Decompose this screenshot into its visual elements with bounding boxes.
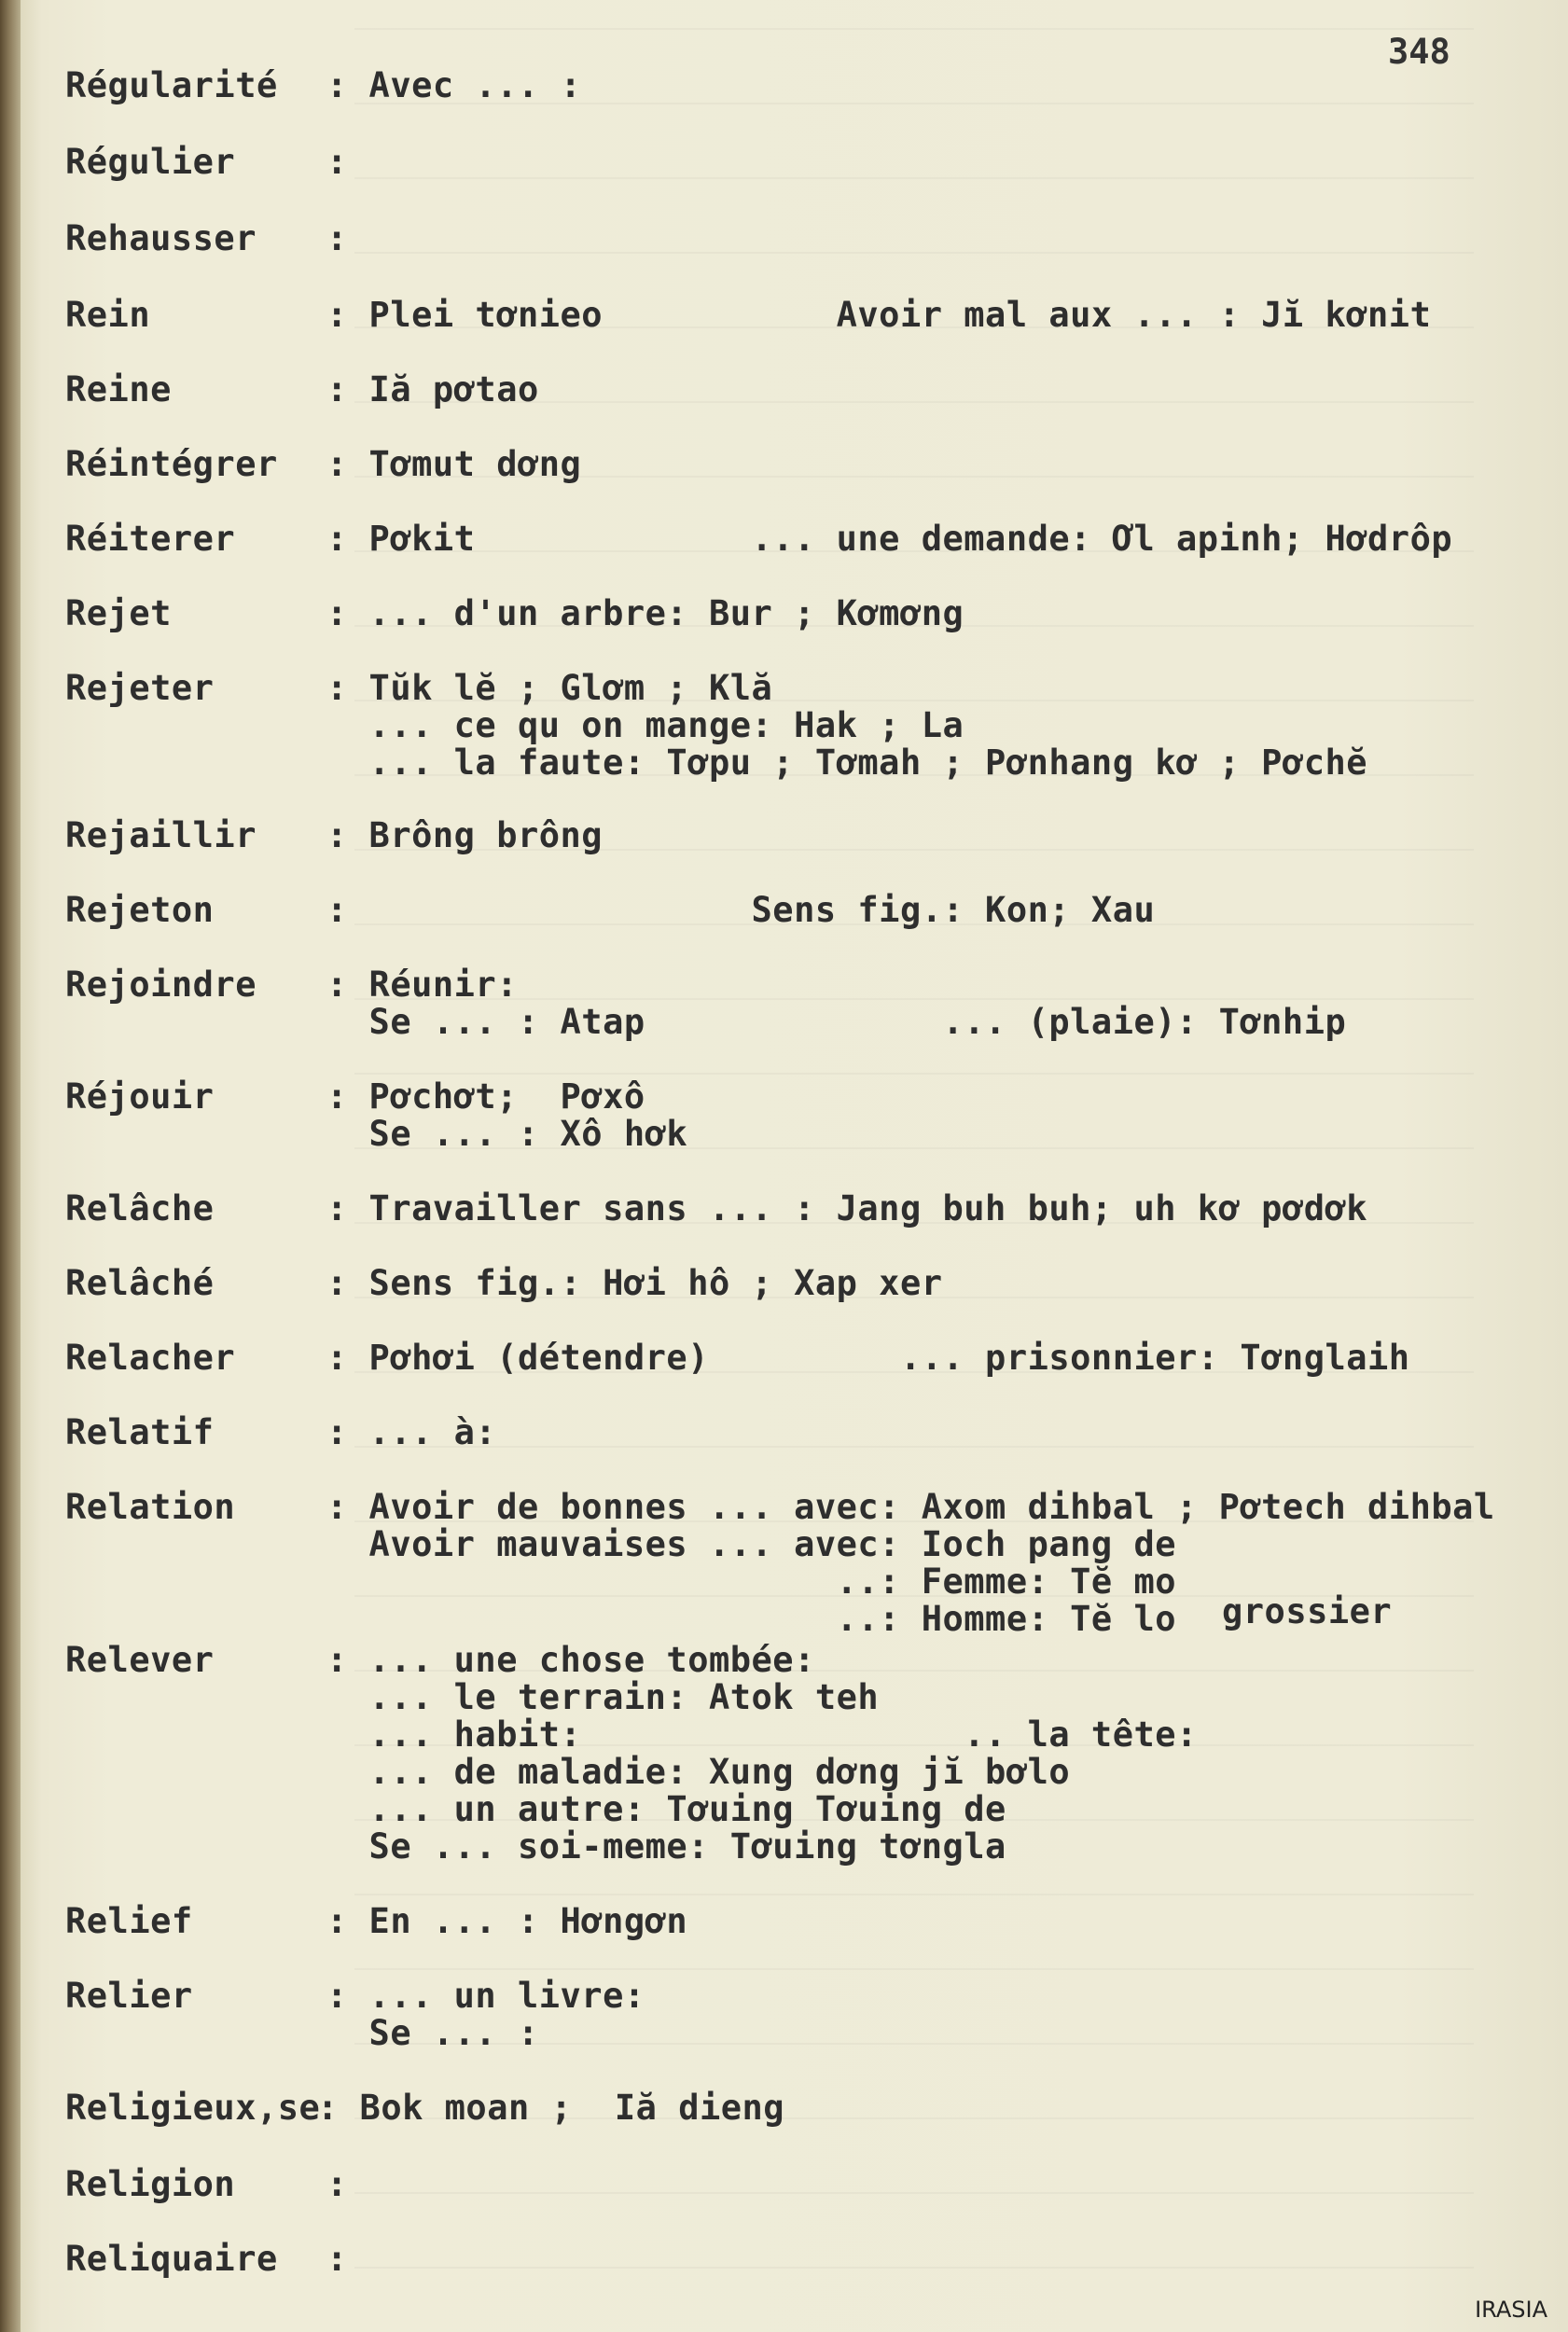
headword: Rejaillir (65, 815, 257, 855)
headword: Relation (65, 1487, 236, 1527)
definition-line: ... un autre: Tơuing Tơuing de (326, 1789, 1006, 1829)
definition-line: : En ... : Hơngơn (326, 1901, 688, 1941)
headword: Relatif (65, 1412, 215, 1452)
definition-line: Se ... : (326, 2013, 539, 2053)
headword: Régularité (65, 65, 278, 105)
headword: Réiterer (65, 519, 236, 559)
headword: Relever (65, 1640, 215, 1680)
headword: Relâché (65, 1263, 215, 1303)
definition-line: : (326, 142, 348, 182)
definition-line: ... la faute: Tơpu ; Tơmah ; Pơnhang kơ ; Pơchĕ (326, 743, 1368, 783)
definition-line: : ... d'un arbre: Bur ; Kơmơng (326, 593, 964, 633)
definition-line: ... le terrain: Atok teh (326, 1677, 880, 1717)
headword: Relier (65, 1976, 193, 2016)
headword: Rein (65, 295, 151, 335)
headword: Rejeter (65, 668, 215, 708)
headword: Rejoindre (65, 965, 257, 1005)
headword: Relâche (65, 1188, 215, 1228)
definition-line: ..: Femme: Tĕ mo (326, 1562, 1177, 1602)
definition-line: : Plei tơnieo Avoir mal aux ... : Jĭ kơnit (326, 295, 1432, 335)
definition-line: ... de maladie: Xung dơng jĭ bơlo (326, 1752, 1071, 1792)
watermark: IRASIA (1475, 2297, 1547, 2323)
definition-line: : Bok moan ; Iă dieng (317, 2088, 785, 2128)
definition-line: ..: Homme: Tĕ lo (326, 1599, 1177, 1639)
headword: Reliquaire (65, 2239, 278, 2279)
definition-line: : Sens fig.: Kon; Xau (326, 890, 1156, 930)
definition-line: : Tŭk lĕ ; Glơm ; Klă (326, 668, 773, 708)
definition-line: : Pơkit ... une demande: Ơl apinh; Hơdrôp (326, 519, 1453, 559)
definition-line: ... habit: .. la tête: (326, 1714, 1198, 1755)
definition-line: Se ... : Atap ... (plaie): Tơnhip (326, 1002, 1347, 1042)
definition-line: : Travailler sans ... : Jang buh buh; uh kơ pơdơk (326, 1188, 1368, 1228)
headword: Rehausser (65, 218, 257, 258)
headword: Religieux,se (65, 2088, 321, 2128)
definition-line: : ... une chose tombée: (326, 1640, 815, 1680)
headword: Réjouir (65, 1076, 215, 1117)
annotation-grossier: grossier (1222, 1591, 1393, 1631)
definition-line: Se ... : Xô hơk (326, 1114, 688, 1154)
definition-line: : Sens fig.: Hơi hô ; Xap xer (326, 1263, 943, 1303)
headword: Rejeton (65, 890, 215, 930)
headword: Relacher (65, 1338, 236, 1378)
headword: Rejet (65, 593, 172, 633)
page-binding (0, 0, 21, 2332)
definition-line: Avoir mauvaises ... avec: Ioch pang de (326, 1524, 1177, 1564)
definition-line: : (326, 218, 348, 258)
definition-line: : Tơmut dơng (326, 444, 582, 484)
definition-line: ... ce qu on mange: Hak ; La (326, 705, 964, 745)
definition-line: : Iă pơtao (326, 369, 539, 409)
definition-line: : Pơchơt; Pơxô (326, 1076, 645, 1117)
definition-line: : ... à: (326, 1412, 497, 1452)
headword: Régulier (65, 142, 236, 182)
definition-line: : Avec ... : (326, 65, 582, 105)
page-number: 348 (1388, 32, 1450, 72)
definition-line: : Réunir: (326, 965, 518, 1005)
headword: Religion (65, 2164, 236, 2204)
headword: Relief (65, 1901, 193, 1941)
headword: Reine (65, 369, 172, 409)
definition-line: : Brông brông (326, 815, 604, 855)
definition-line: : (326, 2239, 348, 2279)
definition-line: : ... un livre: (326, 1976, 645, 2016)
definition-line: : Avoir de bonnes ... avec: Axom dihbal ; Pơtech dihbal (326, 1487, 1495, 1527)
definition-line: Se ... soi-meme: Tơuing tơngla (326, 1826, 1006, 1867)
definition-line: : (326, 2164, 348, 2204)
definition-line: : Pơhơi (détendre) ... prisonnier: Tơnglaih (326, 1338, 1410, 1378)
headword: Réintégrer (65, 444, 278, 484)
